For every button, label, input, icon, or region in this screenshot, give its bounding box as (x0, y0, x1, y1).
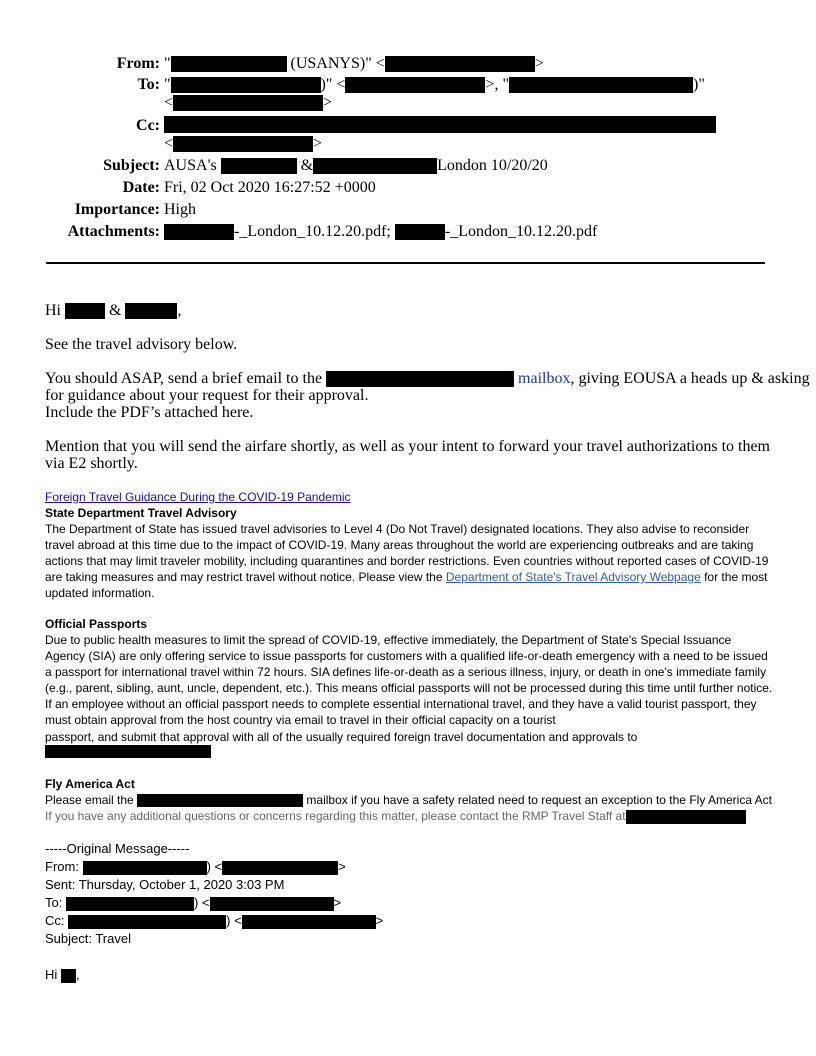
from-org: (USANYS)" (290, 55, 372, 72)
date-label: Date: (122, 179, 160, 196)
official-passports-heading: Official Passports (45, 617, 148, 631)
state-advisory-heading: State Department Travel Advisory (45, 506, 237, 520)
state-advisory-webpage-link[interactable]: Department of State's Travel Advisory Webpage (445, 570, 701, 584)
passports-redaction (45, 745, 211, 758)
from-label: From: (116, 55, 160, 72)
original-sent: Sent: Thursday, October 1, 2020 3:03 PM (45, 877, 285, 892)
original-subject: Subject: Travel (45, 931, 131, 946)
attachment-1[interactable]: -_London_10.12.20.pdf; (234, 223, 391, 240)
original-cc: Cc: ) < > (45, 913, 384, 928)
foreign-travel-guidance-link: Foreign Travel Guidance During the COVID-19 Pandemic (45, 490, 351, 504)
to-label: To: (137, 76, 160, 93)
official-passports-text-2: passport, and submit that approval with all of the usually required foreign travel documentation and approvals to (45, 730, 638, 744)
greeting: Hi & , (45, 302, 182, 319)
cc-label: Cc: (136, 117, 160, 134)
subject-label: Subject: (103, 157, 160, 174)
paragraph-1-line-3: Include the PDF’s attached here. (45, 404, 254, 421)
importance-label: Importance: (74, 201, 160, 218)
paragraph-1-line-1: You should ASAP, send a brief email to the mailbox, giving EOUSA a heads up & asking (45, 370, 810, 387)
contact-text: If you have any additional questions or concerns regarding this matter, please contact the RMP Travel Staff at (45, 808, 746, 824)
redaction (385, 56, 535, 72)
paragraph-1-line-2: for guidance about your request for their approval. (45, 387, 369, 404)
date-value: Fri, 02 Oct 2020 16:27:52 +0000 (164, 179, 376, 196)
original-from: From: ) < > (45, 859, 346, 874)
original-message-divider: -----Original Message----- (45, 841, 190, 856)
subject-value: AUSA's & London 10/20/20 (164, 157, 548, 174)
official-passports-text: Due to public health measures to limit the spread of COVID-19, effective immediately, the Department of State's Special Issuance Agency (SIA) are only offering service to issue passports for customers with a qualified life-or-death emergency with a need to be issued a passport for international travel within 72 hours. SIA defines life-or-death as a serious illness, injury, or death in one's immediate family (e.g., parent, sibling, aunt, uncle, dependent, etc.). This means official passports will not be processed during this time until further notice. If an employee without an official passport needs to complete essential international travel, and they have a valid tourist passport, they must obtain approval from the host country via email to travel in their official capacity on a tourist (45, 633, 773, 727)
to-value: " )" < >, " )" (164, 76, 705, 93)
importance-value: High (164, 201, 196, 218)
attachments-label: Attachments: (67, 223, 160, 240)
fly-america-text: Please email the mailbox if you have a safety related need to request an exception to the Fly America Act (45, 793, 773, 807)
attachments-value[interactable] (164, 223, 597, 241)
advisory-line: See the travel advisory below. (45, 336, 238, 353)
to-value-line2: < > (164, 94, 333, 111)
attachment-2[interactable]: -_London_10.12.20.pdf (444, 223, 598, 240)
cc-value-line2: < > (164, 135, 323, 152)
header-divider (46, 262, 765, 264)
redaction (171, 56, 287, 72)
original-greeting: Hi , (45, 967, 80, 982)
state-advisory-text: The Department of State has issued travel advisories to Level 4 (Do Not Travel) designated locations. They also advise to reconsider travel abroad at this time due to the impact of COVID-19. Many areas throughout the world are experiencing outbreaks and are taking actions that may limit traveler mobility, including quarantines and border restrictions. Even countries without reported cases of COVID-19 are taking measures and may restrict travel without notice. Please view the Department of State's Travel Advisory Webpage for the most updated information. (45, 522, 769, 600)
fly-america-heading: Fly America Act (45, 777, 135, 791)
from-value: " (USANYS)" < > (164, 55, 544, 72)
cc-redaction (164, 116, 716, 133)
original-to: To: ) < > (45, 895, 342, 910)
mailbox-link[interactable]: mailbox (518, 370, 571, 387)
paragraph-2: Mention that you will send the airfare shortly, as well as your intent to forward your travel authorizations to them via E2 shortly. (45, 438, 770, 472)
